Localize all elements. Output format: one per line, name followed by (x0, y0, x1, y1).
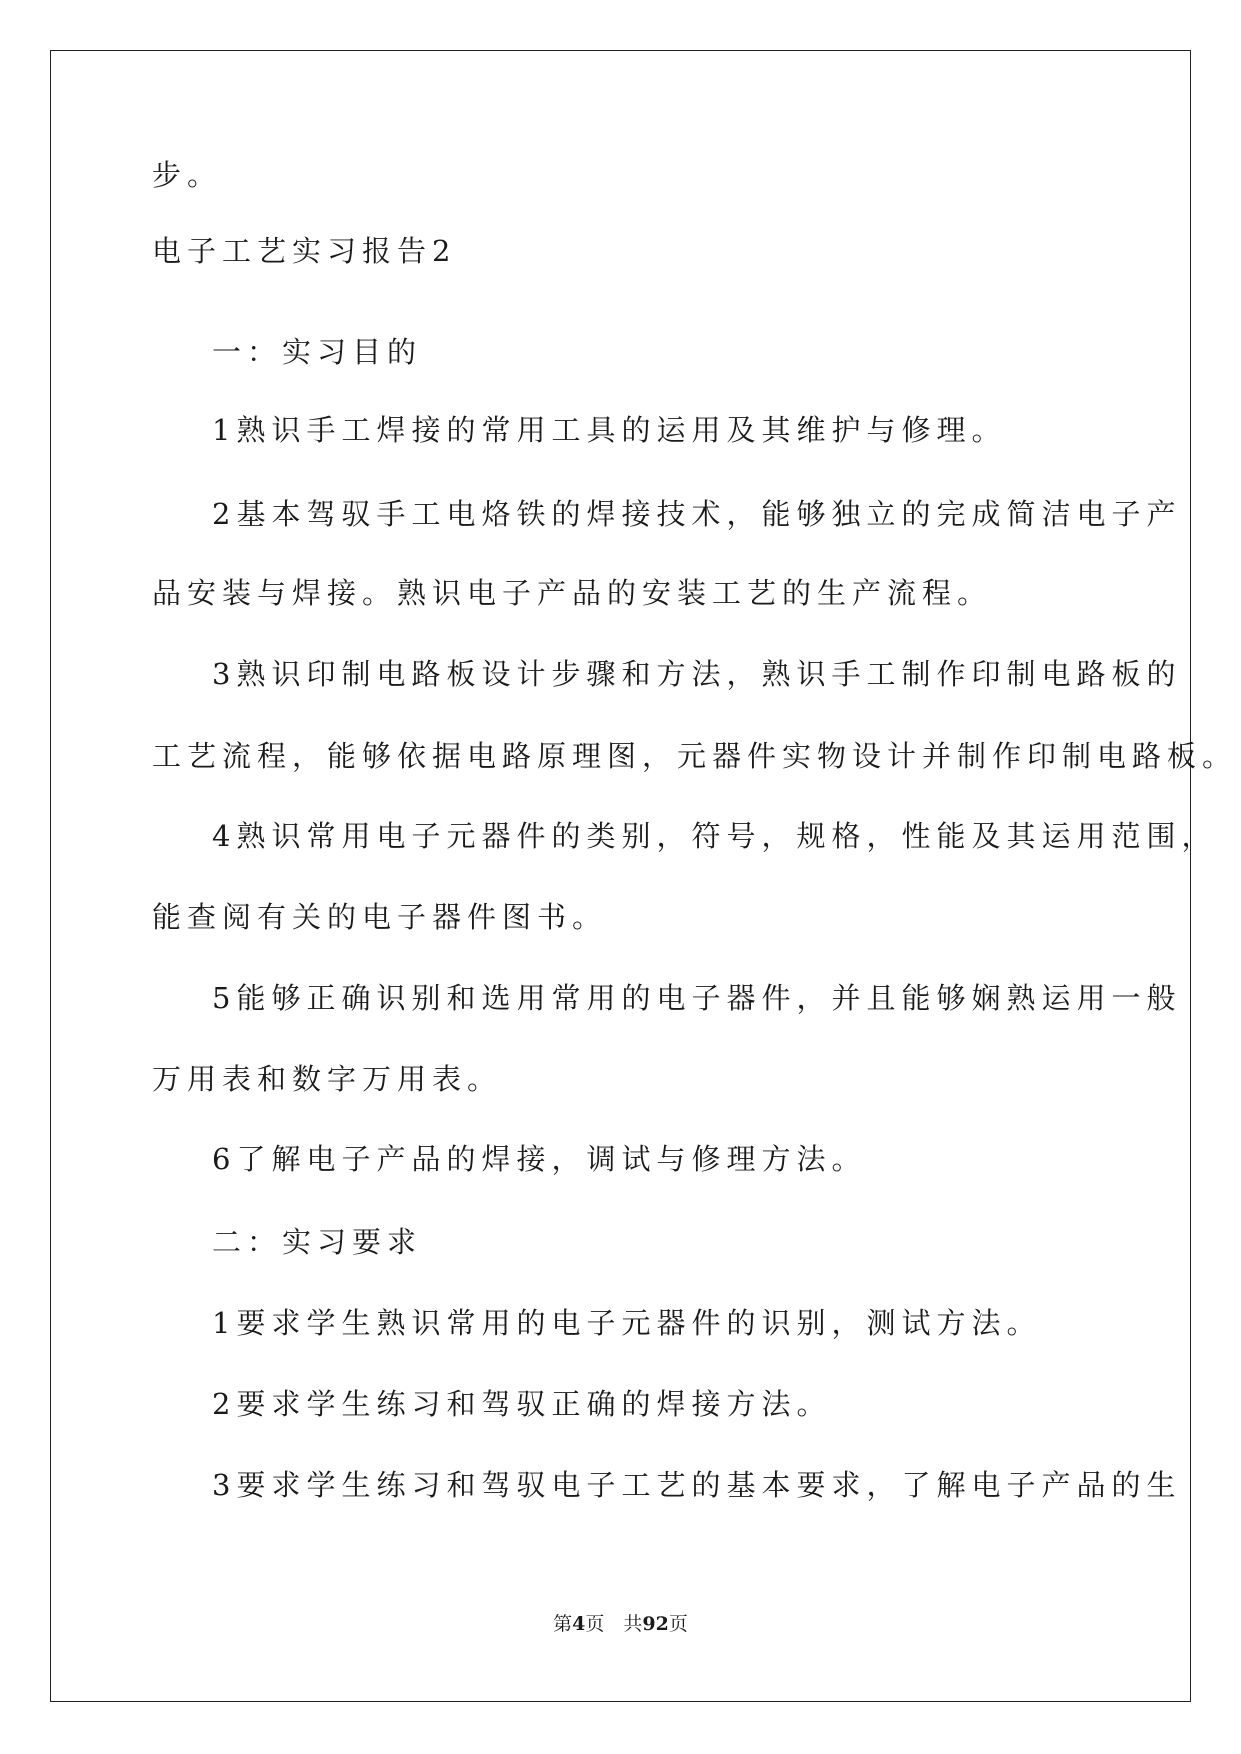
list-item: 1要求学生熟识常用的电子元器件的识别，测试方法。 (212, 1306, 1042, 1340)
list-item: 2基本驾驭手工电烙铁的焊接技术，能够独立的完成简洁电子产 (212, 497, 1182, 531)
section-heading: 电子工艺实习报告2 (152, 234, 457, 268)
subsection-heading: 二：实习要求 (212, 1225, 423, 1259)
footer-suffix: 页 (668, 1613, 688, 1635)
page-number: 4 (572, 1613, 586, 1635)
list-item-continuation: 品安装与焊接。熟识电子产品的安装工艺的生产流程。 (152, 576, 993, 610)
subsection-heading: 一：实习目的 (212, 335, 423, 369)
list-item: 6了解电子产品的焊接，调试与修理方法。 (212, 1142, 867, 1176)
footer-prefix: 第 (553, 1613, 573, 1635)
list-item-continuation: 能查阅有关的电子器件图书。 (152, 900, 608, 934)
list-item: 2要求学生练习和驾驭正确的焊接方法。 (212, 1387, 832, 1421)
list-item-continuation: 工艺流程，能够依据电路原理图，元器件实物设计并制作印制电路板。 (152, 739, 1238, 773)
list-item: 4熟识常用电子元器件的类别，符号，规格，性能及其运用范围， (212, 819, 1217, 853)
list-item: 5能够正确识别和选用常用的电子器件，并且能够娴熟运用一般 (212, 981, 1182, 1015)
page-footer (0, 1612, 1241, 1636)
text-line: 步。 (152, 158, 223, 192)
footer-middle: 页 共 (585, 1613, 643, 1635)
page-border (50, 50, 1191, 1702)
list-item: 3要求学生练习和驾驭电子工艺的基本要求，了解电子产品的生 (212, 1468, 1182, 1502)
list-item-continuation: 万用表和数字万用表。 (152, 1062, 503, 1096)
list-item: 1熟识手工焊接的常用工具的运用及其维护与修理。 (212, 413, 1007, 447)
total-pages: 92 (642, 1613, 669, 1635)
list-item: 3熟识印制电路板设计步骤和方法，熟识手工制作印制电路板的 (212, 657, 1182, 691)
